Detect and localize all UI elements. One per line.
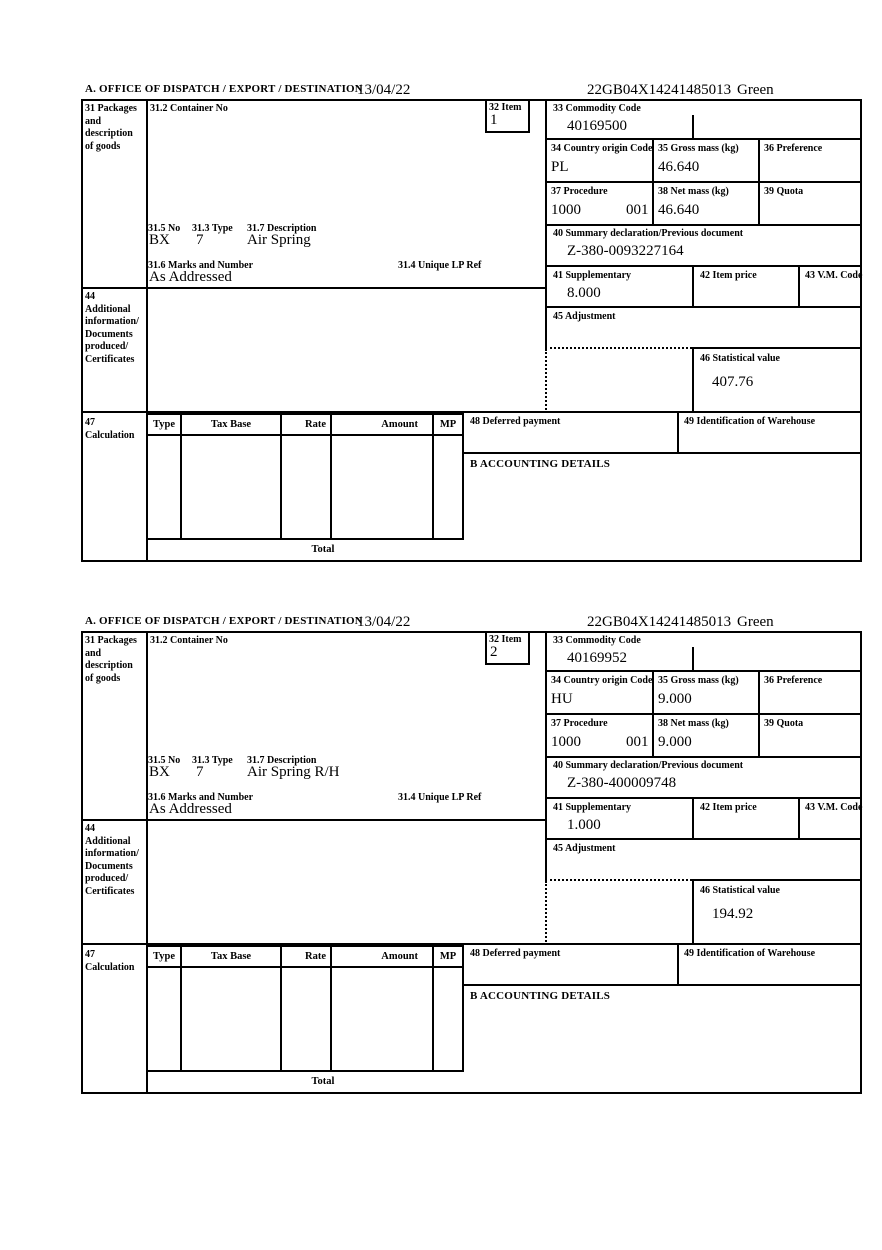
box44-additional-label: 44 Additional information/ Documents produced/ Certificates bbox=[85, 823, 139, 897]
unique-lp-ref-label: 31.4 Unique LP Ref bbox=[398, 260, 482, 271]
total-row bbox=[146, 1072, 860, 1092]
quota-label: 39 Quota bbox=[764, 718, 804, 729]
marks-number-value: As Addressed bbox=[149, 269, 232, 285]
divider-35-36 bbox=[758, 140, 760, 181]
divider-38-39 bbox=[758, 715, 760, 756]
unique-lp-ref-label: 31.4 Unique LP Ref bbox=[398, 792, 482, 803]
col-divider-amount bbox=[432, 947, 434, 1070]
gross-mass-label: 35 Gross mass (kg) bbox=[658, 143, 739, 154]
warehouse-id-label: 49 Identification of Warehouse bbox=[684, 948, 816, 959]
net-mass-label: 38 Net mass (kg) bbox=[658, 718, 729, 729]
net-mass-value: 46.640 bbox=[658, 202, 700, 218]
item-number-box bbox=[485, 633, 530, 665]
declaration-date: 13/04/22 bbox=[357, 82, 411, 98]
quota-label: 39 Quota bbox=[764, 186, 804, 197]
statistical-value-value: 407.76 bbox=[712, 374, 754, 390]
dotted-vertical-line bbox=[545, 349, 547, 413]
procedure-value: 1000 bbox=[551, 734, 581, 750]
divider-48-49 bbox=[677, 945, 679, 984]
declaration-date: 13/04/22 bbox=[357, 614, 411, 630]
gross-mass-value: 46.640 bbox=[658, 159, 700, 175]
item-number-value: 1 bbox=[490, 112, 498, 128]
deferred-payment-label: 48 Deferred payment bbox=[470, 948, 561, 959]
total-row bbox=[146, 540, 860, 560]
statistical-value-label: 46 Statistical value bbox=[700, 885, 780, 896]
box31-packages-label: 31 Packages and description of goods bbox=[85, 635, 137, 684]
divider-37-38 bbox=[652, 183, 654, 224]
box31-packages-label: 31 Packages and description of goods bbox=[85, 103, 137, 152]
container-no-label: 31.2 Container No bbox=[150, 635, 228, 646]
col-divider-type bbox=[180, 947, 182, 1070]
package-type-label: 31.3 Type bbox=[192, 755, 233, 766]
header-tax-base: Tax Base bbox=[210, 419, 252, 430]
marks-number-value: As Addressed bbox=[149, 801, 232, 817]
item-price-label: 42 Item price bbox=[700, 270, 757, 281]
item-price-label: 42 Item price bbox=[700, 802, 757, 813]
row-48-49 bbox=[462, 945, 860, 986]
accounting-details-box bbox=[462, 986, 860, 1072]
package-no-value: BX bbox=[149, 764, 170, 780]
commodity-code-value: 40169952 bbox=[567, 650, 627, 666]
vm-code-label: 43 V.M. Code bbox=[805, 802, 863, 813]
dotted-horizontal-line bbox=[545, 347, 692, 349]
package-type-label: 31.3 Type bbox=[192, 223, 233, 234]
row-48-49 bbox=[462, 413, 860, 454]
item-number-label: 32 Item bbox=[489, 102, 522, 113]
office-of-dispatch-label: A. OFFICE OF DISPATCH / EXPORT / DESTINATION bbox=[85, 615, 363, 627]
country-origin-label: 34 Country origin Code bbox=[551, 143, 653, 154]
procedure-value-2: 001 bbox=[626, 202, 649, 218]
divider-48-49 bbox=[677, 413, 679, 452]
package-no-label: 31.5 No bbox=[148, 755, 181, 766]
col-divider-taxbase bbox=[280, 947, 282, 1070]
header-mp: MP bbox=[439, 951, 457, 962]
declaration-form-grid bbox=[81, 631, 862, 1094]
col-divider-rate bbox=[330, 415, 332, 538]
summary-declaration-label: 40 Summary declaration/Previous document bbox=[553, 228, 744, 239]
row-37-38-39 bbox=[547, 183, 860, 226]
divider-42-43 bbox=[798, 799, 800, 838]
col-divider-rate bbox=[330, 947, 332, 1070]
procedure-label: 37 Procedure bbox=[551, 718, 608, 729]
procedure-value-2: 001 bbox=[626, 734, 649, 750]
declaration-item-section-1 bbox=[81, 82, 862, 562]
item-number-label: 32 Item bbox=[489, 634, 522, 645]
routing-status: Green bbox=[737, 82, 774, 98]
declaration-item-section-2 bbox=[81, 614, 862, 1094]
dotted-horizontal-line bbox=[545, 879, 692, 881]
commodity-code-label: 33 Commodity Code bbox=[553, 635, 641, 646]
package-no-label: 31.5 No bbox=[148, 223, 181, 234]
net-mass-label: 38 Net mass (kg) bbox=[658, 186, 729, 197]
item-number-value: 2 bbox=[490, 644, 498, 660]
commodity-code-box bbox=[547, 633, 860, 672]
row-37-38-39 bbox=[547, 715, 860, 758]
vm-code-label: 43 V.M. Code bbox=[805, 270, 863, 281]
header-mp: MP bbox=[439, 419, 457, 430]
summary-declaration-value: Z-380-0093227164 bbox=[567, 243, 684, 259]
header-type: Type bbox=[153, 951, 175, 962]
row-34-35-36 bbox=[547, 140, 860, 183]
package-type-value: 7 bbox=[196, 764, 204, 780]
header-type: Type bbox=[153, 419, 175, 430]
package-description-label: 31.7 Description bbox=[247, 223, 317, 234]
accounting-details-label: B ACCOUNTING DETAILS bbox=[470, 990, 611, 1002]
divider-38-39 bbox=[758, 183, 760, 224]
col-divider-taxbase bbox=[280, 415, 282, 538]
divider-41-42 bbox=[692, 267, 694, 306]
summary-declaration-label: 40 Summary declaration/Previous document bbox=[553, 760, 744, 771]
divider-37-38 bbox=[652, 715, 654, 756]
statistical-value-box bbox=[692, 879, 860, 945]
marks-number-label: 31.6 Marks and Number bbox=[148, 260, 254, 271]
movement-reference-number: 22GB04X14241485013 bbox=[587, 82, 732, 98]
office-of-dispatch-label: A. OFFICE OF DISPATCH / EXPORT / DESTINATION bbox=[85, 83, 363, 95]
package-no-value: BX bbox=[149, 232, 170, 248]
procedure-label: 37 Procedure bbox=[551, 186, 608, 197]
summary-declaration-box bbox=[547, 226, 860, 267]
supplementary-label: 41 Supplementary bbox=[553, 802, 632, 813]
box31-box44-divider bbox=[83, 287, 545, 289]
supplementary-value: 1.000 bbox=[567, 817, 601, 833]
statistical-value-value: 194.92 bbox=[712, 906, 754, 922]
header-tax-base: Tax Base bbox=[210, 951, 252, 962]
declaration-form-grid bbox=[81, 99, 862, 562]
box47-calculation-label: 47 Calculation bbox=[85, 949, 135, 973]
preference-label: 36 Preference bbox=[764, 675, 823, 686]
commodity-code-subdivider bbox=[692, 115, 694, 138]
movement-reference-number: 22GB04X14241485013 bbox=[587, 614, 732, 630]
country-origin-value: HU bbox=[551, 691, 573, 707]
commodity-code-label: 33 Commodity Code bbox=[553, 103, 641, 114]
adjustment-label: 45 Adjustment bbox=[553, 311, 616, 322]
row-41-42-43 bbox=[547, 799, 863, 840]
warehouse-id-label: 49 Identification of Warehouse bbox=[684, 416, 816, 427]
gross-mass-value: 9.000 bbox=[658, 691, 692, 707]
col-divider-amount bbox=[432, 415, 434, 538]
routing-status: Green bbox=[737, 614, 774, 630]
total-label: Total bbox=[311, 1076, 335, 1087]
adjustment-box bbox=[547, 308, 860, 347]
country-origin-label: 34 Country origin Code bbox=[551, 675, 653, 686]
supplementary-value: 8.000 bbox=[567, 285, 601, 301]
adjustment-label: 45 Adjustment bbox=[553, 843, 616, 854]
dotted-vertical-line bbox=[545, 881, 547, 945]
divider-35-36 bbox=[758, 672, 760, 713]
description-value: Air Spring R/H bbox=[247, 764, 340, 780]
box44-additional-label: 44 Additional information/ Documents produced/ Certificates bbox=[85, 291, 139, 365]
procedure-value: 1000 bbox=[551, 202, 581, 218]
header-rate: Rate bbox=[305, 951, 326, 962]
col-divider-type bbox=[180, 415, 182, 538]
box31-box44-divider bbox=[83, 819, 545, 821]
item-number-box bbox=[485, 101, 530, 133]
row-34-35-36 bbox=[547, 672, 860, 715]
calculation-table bbox=[146, 945, 464, 1072]
summary-declaration-box bbox=[547, 758, 860, 799]
statistical-value-label: 46 Statistical value bbox=[700, 353, 780, 364]
package-description-label: 31.7 Description bbox=[247, 755, 317, 766]
adjustment-box bbox=[547, 840, 860, 879]
net-mass-value: 9.000 bbox=[658, 734, 692, 750]
divider-42-43 bbox=[798, 267, 800, 306]
accounting-details-box bbox=[462, 454, 860, 540]
calculation-table bbox=[146, 413, 464, 540]
divider-41-42 bbox=[692, 799, 694, 838]
row-41-42-43 bbox=[547, 267, 863, 308]
commodity-code-value: 40169500 bbox=[567, 118, 627, 134]
package-type-value: 7 bbox=[196, 232, 204, 248]
preference-label: 36 Preference bbox=[764, 143, 823, 154]
header-rate: Rate bbox=[305, 419, 326, 430]
container-no-label: 31.2 Container No bbox=[150, 103, 228, 114]
description-value: Air Spring bbox=[247, 232, 311, 248]
summary-declaration-value: Z-380-400009748 bbox=[567, 775, 677, 791]
deferred-payment-label: 48 Deferred payment bbox=[470, 416, 561, 427]
country-origin-value: PL bbox=[551, 159, 569, 175]
statistical-value-box bbox=[692, 347, 860, 413]
commodity-code-box bbox=[547, 101, 860, 140]
accounting-details-label: B ACCOUNTING DETAILS bbox=[470, 458, 611, 470]
supplementary-label: 41 Supplementary bbox=[553, 270, 632, 281]
header-amount: Amount bbox=[381, 951, 418, 962]
marks-number-label: 31.6 Marks and Number bbox=[148, 792, 254, 803]
box47-calculation-label: 47 Calculation bbox=[85, 417, 135, 441]
total-label: Total bbox=[311, 544, 335, 555]
commodity-code-subdivider bbox=[692, 647, 694, 670]
gross-mass-label: 35 Gross mass (kg) bbox=[658, 675, 739, 686]
header-amount: Amount bbox=[381, 419, 418, 430]
